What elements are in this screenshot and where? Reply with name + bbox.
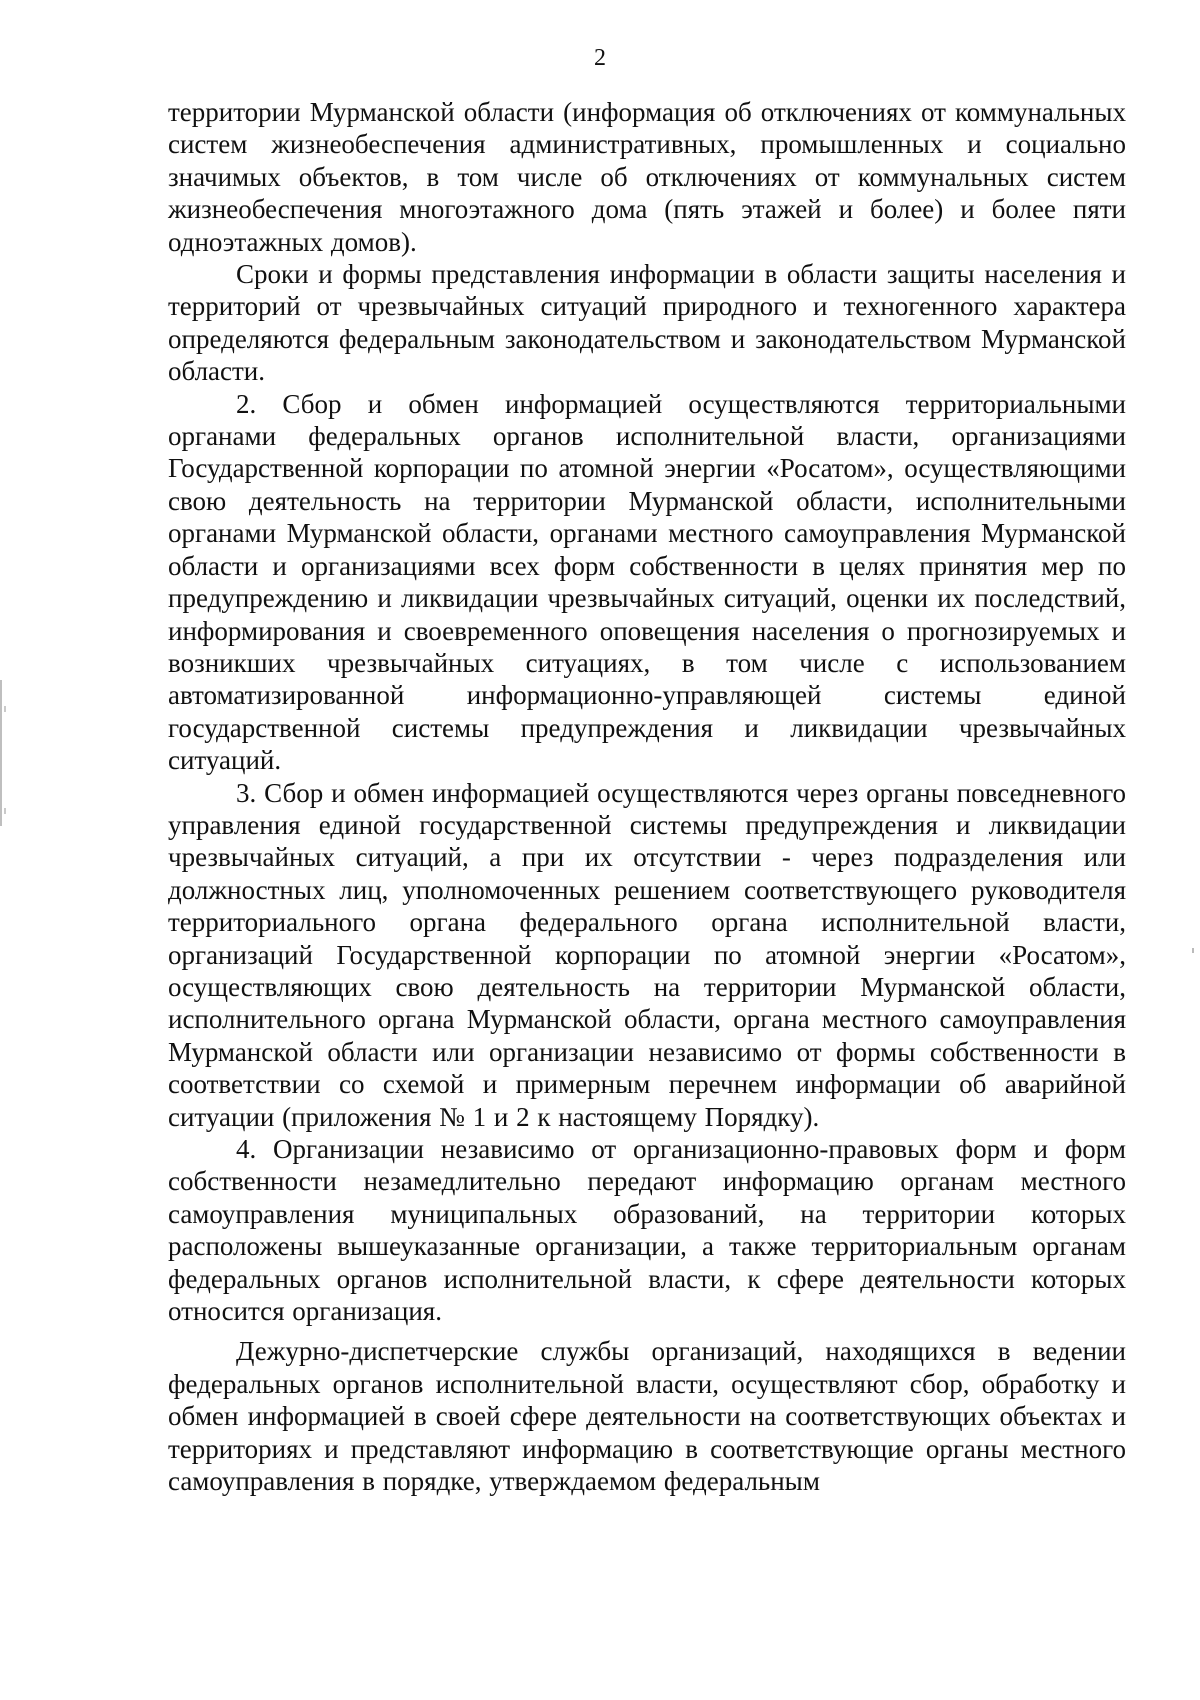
paragraph-continuation: территории Мурманской области (информация об отключениях от коммунальных систем жизнеобеспечения административных, промышленных и социально значимых объектов, в том числе об отключениях от коммунальных систем жизнеобеспечения многоэтажного дома (пять этажей и более) и более пяти одноэтажных домов). [168,97,1126,257]
page-number: 2 [594,45,606,71]
document-body [168,96,1126,1497]
paragraph-terms-and-forms: Сроки и формы представления информации в области защиты населения и территорий от чрезвычайных ситуаций природного и техногенного характера определяются федеральным законодательством и законодательством Мурманской области. [168,259,1126,387]
paragraph-dispatch-services: Дежурно-диспетчерские службы организаций, находящихся в ведении федеральных органов исполнительной власти, осуществляют сбор, обработку и обмен информацией в своей сфере деятельности на соответствующих объектах и территориях и представляют информацию в соответствующие органы местного самоуправления в порядке, утверждаемом федеральным [168,1336,1126,1497]
scan-edge-mark [4,808,6,814]
scan-edge-mark [0,680,2,826]
scan-edge-mark [4,706,6,712]
paragraph-item-2: 2. Сбор и обмен информацией осуществляются территориальными органами федеральных органов исполнительной власти, организациями Государственной корпорации по атомной энергии «Росатом», осуществляющими свою деятельность на территории Мурманской области, исполнительными органами Мурманской области, органами местного самоуправления Мурманской области и организациями всех форм собственности в целях принятия мер по предупреждению и ликвидации чрезвычайных ситуаций, оценки их последствий, информирования и своевременного оповещения населения о прогнозируемых и возникших чрезвычайных ситуациях, в том числе с использованием автоматизированной информационно-управляющей системы единой государственной системы предупреждения и ликвидации чрезвычайных ситуаций. [168,388,1126,776]
paragraph-item-3: 3. Сбор и обмен информацией осуществляются через органы повседневного управления единой государственной системы предупреждения и ликвидации чрезвычайных ситуаций, а при их отсутствии - через подразделения или должностных лиц, уполномоченных решением соответствующего руководителя территориального органа федерального органа исполнительной власти, организаций Государственной корпорации по атомной энергии «Росатом», осуществляющих свою деятельность на территории Мурманской области, исполнительного органа Мурманской области, органа местного самоуправления Мурманской области или организации независимо от формы собственности в соответствии со схемой и примерным перечнем информации об аварийной ситуации (приложения № 1 и 2 к настоящему Порядку). [168,777,1126,1132]
scan-edge-mark [1192,948,1194,953]
paragraph-item-4: 4. Организации независимо от организационно-правовых форм и форм собственности незамедлительно передают информацию органам местного самоуправления муниципальных образований, на территории которых расположены вышеуказанные организации, а также территориальным органам федеральных органов исполнительной власти, к сфере деятельности которых относится организация. [168,1134,1126,1327]
